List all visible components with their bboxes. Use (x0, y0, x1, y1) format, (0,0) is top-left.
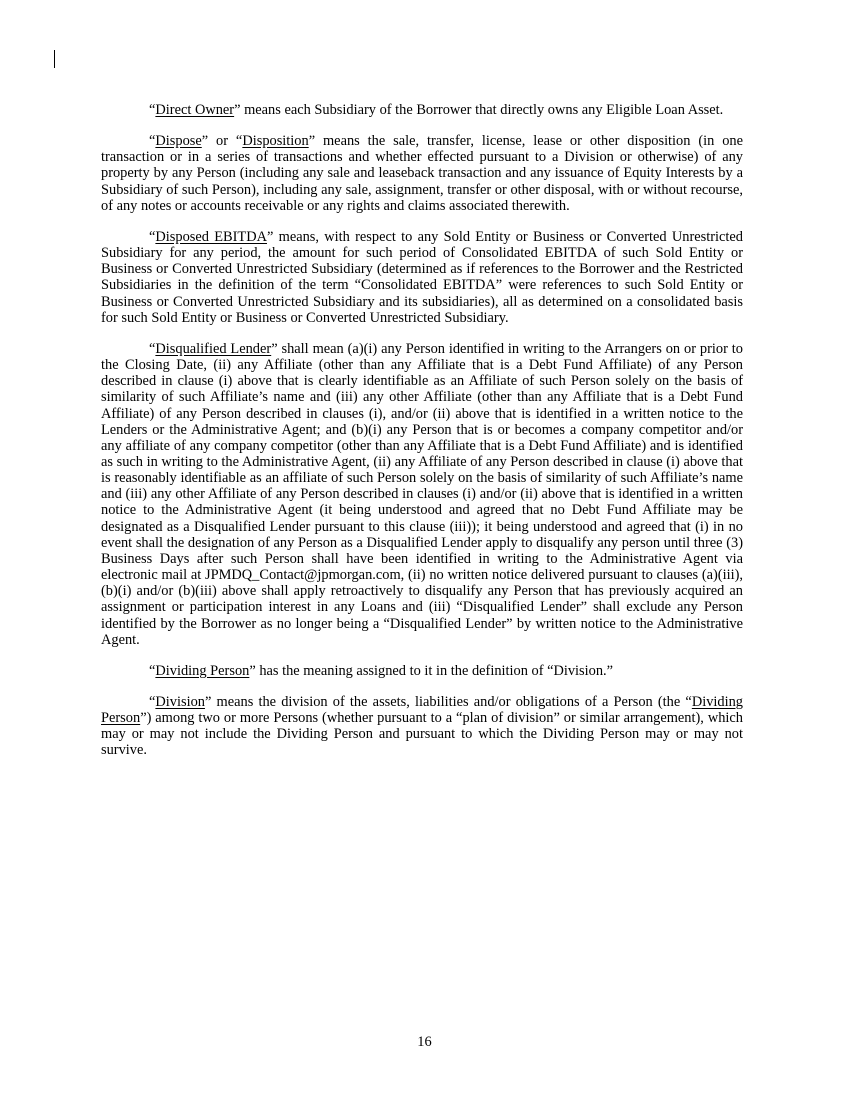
defined-term-disqualified-lender: Disqualified Lender (155, 340, 272, 357)
defined-term-dividing-person-inline: Dividing Person (101, 694, 743, 727)
definition-dividing-person (101, 663, 743, 679)
definition-text: ”) among two or more Persons (whether pursuant to a “plan of division” or similar arrangement), which may or may not include the Dividing Person and pursuant to which the Dividing Person may or may not survive. (101, 710, 743, 759)
open-quote: “ (149, 662, 156, 679)
definition-text: ” means each Subsidiary of the Borrower that directly owns any Eligible Loan Asset. (234, 102, 724, 118)
definition-connector: ” or “ (201, 133, 243, 150)
definition-text: ” means, with respect to any Sold Entity or Business or Converted Unrestricted Subsidiary for any period, the amount for such period of Consolidated EBITDA of such Sold Entity or Business or Converted Unrestricted Subsidiary (determined as if references to the Borrower and the Restricted Subsidiaries in the definition of the term “Consolidated EBITDA” were references to such Sold Entity or Business or Converted Unrestricted Subsidiary and its subsidiaries), all as determined on a consolidated basis for such Sold Entity or Business or Converted Unrestricted Subsidiary. (101, 228, 743, 326)
defined-term-direct-owner: Direct Owner (155, 102, 235, 118)
definition-direct-owner (101, 102, 743, 118)
defined-term-division: Division (155, 694, 205, 710)
open-quote: “ (149, 133, 156, 150)
definition-text: ” has the meaning assigned to it in the definition of “Division.” (249, 662, 614, 679)
definition-dispose (101, 133, 743, 214)
defined-term-dispose: Dispose (155, 133, 202, 150)
definition-disqualified-lender (101, 341, 743, 648)
open-quote: “ (149, 102, 156, 118)
defined-term-dividing-person: Dividing Person (155, 662, 250, 679)
page-number: 16 (417, 1034, 432, 1050)
document-body (101, 102, 743, 774)
open-quote: “ (149, 694, 156, 710)
definition-text: ” means the sale, transfer, license, lease or other disposition (in one transaction or in a series of transactions and whether effected pursuant to a Division or otherwise) of any property by any Person (including any sale and leaseback transaction and any issuance of Equity Interests by a Subsidiary of such Person), including any sale, assignment, transfer or other disposal, with or without recourse, of any notes or accounts receivable or any rights and claims associated therewith. (101, 133, 743, 214)
defined-term-disposition: Disposition (242, 133, 309, 150)
definition-disposed-ebitda (101, 229, 743, 326)
defined-term-disposed-ebitda: Disposed EBITDA (155, 228, 267, 245)
definition-text: ” shall mean (a)(i) any Person identified in writing to the Arrangers on or prior to the Closing Date, (ii) any Affiliate (other than any Affiliate that is a Debt Fund Affiliate) of any Person described in clause (i) above that is clearly identifiable as an Affiliate of such Person solely on the basis of similarity of such Affiliate’s name and (iii) any other Affiliate (other than any Affiliate that is a Debt Fund Affiliate) of any Person described in clauses (i), and/or (ii) above that is identified in a written notice to the Lenders or the Administrative Agent; and (b)(i) any Person that is or becomes a company competitor and/or any affiliate of any company competitor (other than any Affiliate that is a Debt Fund Affiliate) and is identified as such in writing to the Administrative Agent, (ii) any Affiliate of any Person described in clause (i) above that is reasonably identifiable as an affiliate of such Person solely on the basis of similarity of such Affiliate’s name and (iii) any other Affiliate of any Person described in clauses (i) and/or (ii) above that is identified in a written notice to the Administrative Agent (it being understood and agreed that no Debt Fund Affiliate may be designated as a Disqualified Lender pursuant to this clause (iii)); it being understood and agreed that (i) in no event shall the designation of any Person as a Disqualified Lender apply to disqualify any person until three (3) Business Days after such Person shall have been identified in writing to the Administrative Agent via electronic mail at JPMDQ_Contact@jpmorgan.com, (ii) no written notice delivered pursuant to clauses (a)(iii), (b)(i) and/or (b)(iii) above shall apply retroactively to disqualify any Person that has previously acquired an assignment or participation interest in any Loans and (iii) “Disqualified Lender” shall exclude any Person identified by the Borrower as no longer being a “Disqualified Lender” by written notice to the Administrative Agent. (101, 340, 743, 648)
open-quote: “ (149, 340, 156, 357)
text-cursor (54, 50, 55, 68)
definition-division (101, 694, 743, 759)
definition-connector: ” means the division of the assets, liabilities and/or obligations of a Person (the “ (204, 694, 692, 710)
open-quote: “ (149, 228, 156, 245)
